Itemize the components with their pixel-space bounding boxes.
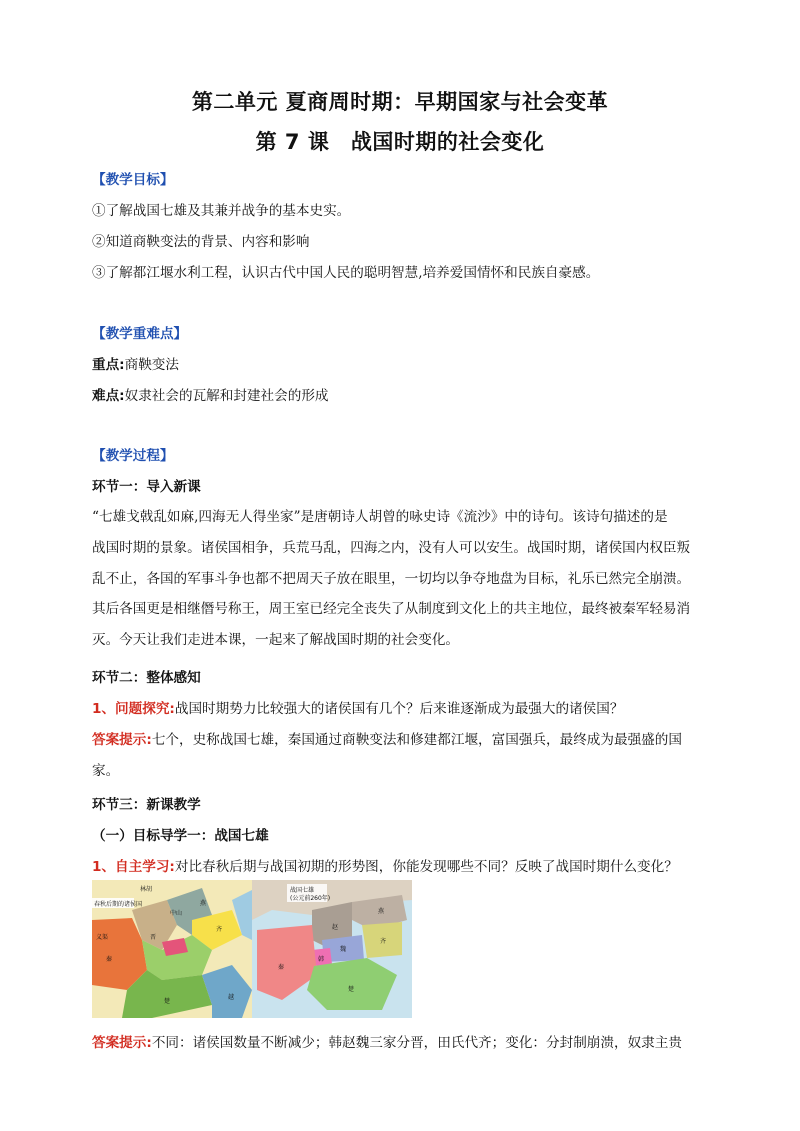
left-map-label-qi: 齐 xyxy=(216,926,223,933)
right-map-subcaption: (公元前260年) xyxy=(290,895,331,902)
answer-1-text: 七个，史称战国七雄，秦国通过商鞅变法和修建都江堰，富国强兵，最终成为最强盛的国 xyxy=(151,732,682,748)
intro-line-3: 乱不止，各国的军事斗争也都不把周天子放在眼里，一切均以争夺地盘为目标，礼乐已然完全崩溃。 xyxy=(92,570,691,587)
right-map-label-wei: 魏 xyxy=(340,946,347,953)
right-map-caption: 战国七雄 xyxy=(290,887,315,894)
focus-text: 商鞅变法 xyxy=(124,357,179,373)
answer-1-line-2: 家。 xyxy=(92,763,120,779)
left-map-label-yiqu: 义渠 xyxy=(96,934,109,941)
question-2-text: 对比春秋后期与战国初期的形势图，你能发现哪些不同？反映了战国时期什么变化？ xyxy=(174,859,678,875)
right-map-label-chu: 楚 xyxy=(348,986,355,993)
intro-line-2: 战国时期的景象。诸侯国相争，兵荒马乱，四海之内，没有人可以安生。战国时期，诸侯国内权臣叛 xyxy=(92,539,691,556)
step1-title: 环节一：导入新课 xyxy=(92,479,201,495)
intro-line-4: 其后各国更是相继僭号称王，周王室已经完全丧失了从制度到文化上的共主地位，最终被秦军轻易消 xyxy=(92,601,691,618)
step3-title: 环节三：新课教学 xyxy=(92,797,201,813)
question-1 xyxy=(92,697,623,717)
question-2 xyxy=(92,855,678,875)
right-map-label-han: 韩 xyxy=(318,956,325,963)
warring-states-map-graphic xyxy=(252,880,412,1018)
step2-title: 环节二：整体感知 xyxy=(92,670,201,686)
right-map-label-yan: 燕 xyxy=(378,908,385,915)
difficulty-label: 难点: xyxy=(92,388,125,404)
left-map-label-yue: 越 xyxy=(228,994,235,1001)
left-map-label-linhu: 林胡 xyxy=(140,886,153,893)
question-1-text: 战国时期势力比较强大的诸侯国有几个？后来谁逐渐成为最强大的诸侯国？ xyxy=(174,701,624,717)
left-map-caption: 春秋后期的诸侯国 xyxy=(94,901,143,908)
subsection-1-title: （一）目标导学一：战国七雄 xyxy=(92,828,269,844)
left-map-label-zhongshan: 中山 xyxy=(170,910,183,917)
question-1-label: 1、问题探究: xyxy=(92,701,175,717)
answer-2-text: 不同：诸侯国数量不断减少；韩赵魏三家分晋，田氏代齐；变化：分封制崩溃，奴隶主贵 xyxy=(151,1035,682,1051)
lesson-title: 第 7 课 战国时期的社会变化 xyxy=(255,130,545,154)
unit-title: 第二单元 夏商周时期：早期国家与社会变革 xyxy=(191,90,609,114)
difficulty-text: 奴隶社会的瓦解和封建社会的形成 xyxy=(124,388,329,404)
goals-heading: 【教学目标】 xyxy=(92,172,174,188)
goal-item-2: ②知道商鞅变法的背景、内容和影响 xyxy=(92,234,310,250)
left-map-label-chu: 楚 xyxy=(164,998,171,1005)
keypoints-heading: 【教学重难点】 xyxy=(92,326,188,342)
intro-line-1: “七雄戈戟乱如麻,四海无人得坐家”是唐朝诗人胡曾的咏史诗《流沙》中的诗句。该诗句描述的是 xyxy=(92,509,668,525)
right-map-label-qi: 齐 xyxy=(380,938,387,945)
map-comparison xyxy=(92,880,412,1018)
answer-2-label: 答案提示: xyxy=(92,1035,152,1051)
spring-autumn-map xyxy=(92,880,252,1018)
left-map-label-jin: 晋 xyxy=(150,934,157,941)
right-map-label-qin: 秦 xyxy=(278,964,285,971)
intro-paragraph xyxy=(92,502,710,656)
difficulty-line xyxy=(92,384,329,404)
goal-item-1: ①了解战国七雄及其兼并战争的基本史实。 xyxy=(92,203,351,219)
process-heading: 【教学过程】 xyxy=(92,448,174,464)
warring-states-map xyxy=(252,880,412,1018)
right-map-label-zhao: 赵 xyxy=(332,924,339,931)
answer-1-line-1 xyxy=(92,728,682,748)
answer-2 xyxy=(92,1031,682,1051)
intro-line-5: 灭。今天让我们走进本课，一起来了解战国时期的社会变化。 xyxy=(92,632,460,649)
focus-line xyxy=(92,353,179,373)
question-2-label: 1、自主学习: xyxy=(92,859,175,875)
left-map-label-qin: 秦 xyxy=(106,956,113,963)
focus-label: 重点: xyxy=(92,357,125,373)
goal-item-3: ③了解都江堰水利工程，认识古代中国人民的聪明智慧,培养爱国情怀和民族自豪感。 xyxy=(92,265,600,281)
left-map-label-yan: 燕 xyxy=(200,900,207,907)
answer-1-label: 答案提示: xyxy=(92,732,152,748)
